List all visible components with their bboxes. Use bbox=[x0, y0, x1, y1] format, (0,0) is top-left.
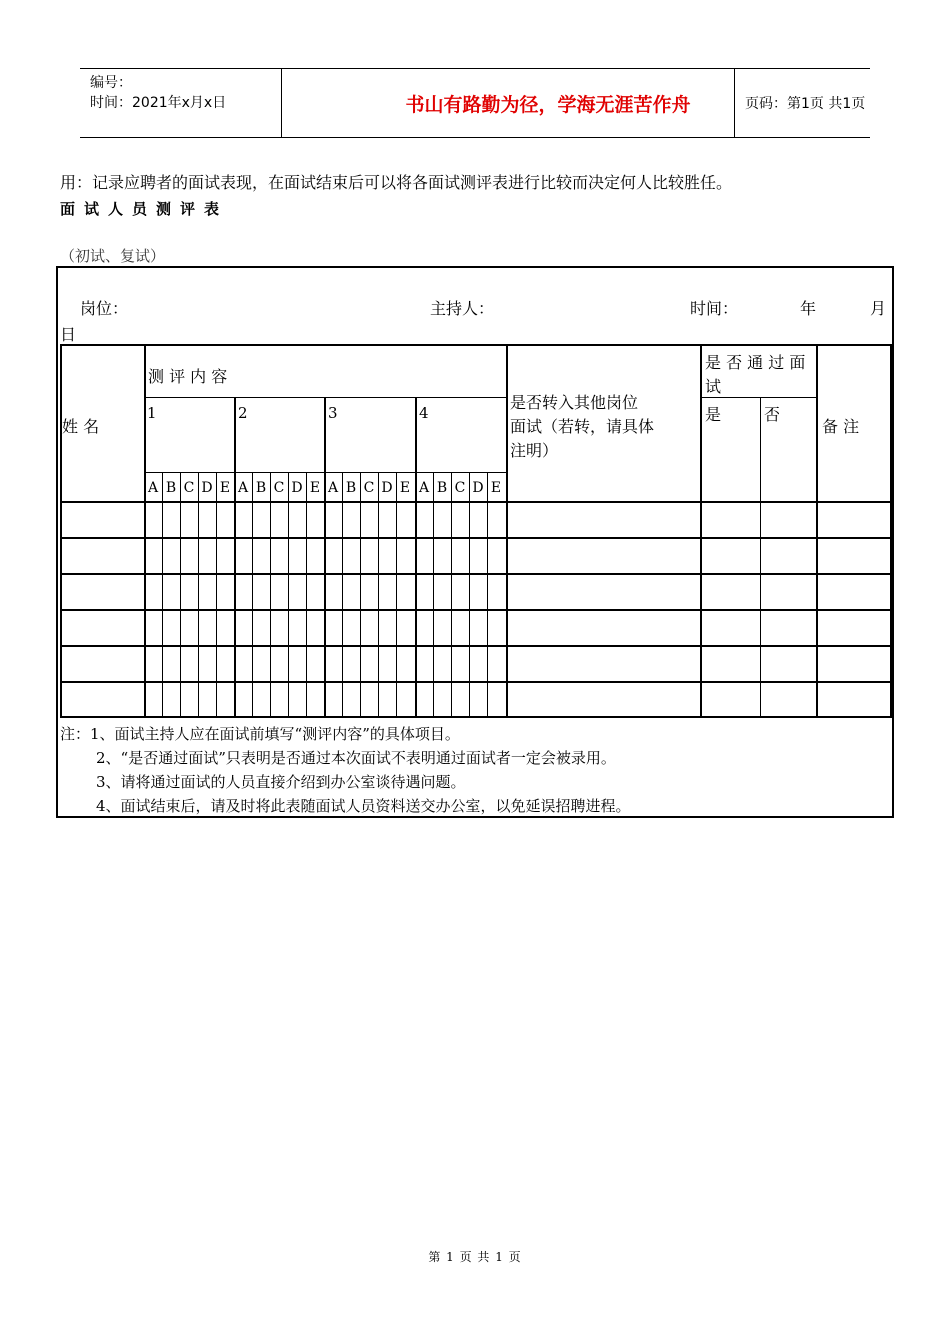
table-border bbox=[60, 344, 62, 718]
host-field[interactable]: 主持人： bbox=[430, 299, 495, 318]
header-divider bbox=[281, 69, 282, 137]
yes-header: 是 bbox=[705, 405, 722, 424]
name-header: 姓 名 bbox=[62, 417, 100, 436]
grade-label: C bbox=[454, 480, 466, 496]
row-line bbox=[60, 716, 892, 718]
header-motto: 书山有路勤为径，学海无涯苦作舟 bbox=[405, 93, 691, 116]
grade-label: A bbox=[237, 480, 249, 496]
grade-label: A bbox=[327, 480, 339, 496]
row-line bbox=[60, 537, 892, 539]
grade-label: B bbox=[255, 480, 267, 496]
row-line bbox=[60, 501, 892, 503]
grade-label: A bbox=[147, 480, 159, 496]
time-field[interactable]: 时间： bbox=[690, 299, 739, 318]
evaluation-table bbox=[60, 344, 892, 718]
item-divider bbox=[324, 398, 326, 718]
grade-label: C bbox=[183, 480, 195, 496]
transfer-header: 是否转入其他岗位 bbox=[510, 393, 639, 412]
grade-label: C bbox=[363, 480, 375, 496]
position-field[interactable]: 岗位： bbox=[80, 299, 129, 318]
content-column-border bbox=[506, 344, 508, 718]
row-line bbox=[60, 681, 892, 683]
item-divider bbox=[234, 398, 236, 718]
name-column-border bbox=[144, 344, 146, 718]
table-border bbox=[60, 344, 892, 346]
grade-label: D bbox=[201, 480, 213, 496]
yes-no-divider bbox=[760, 398, 761, 718]
row-line bbox=[60, 645, 892, 647]
item-divider bbox=[415, 398, 417, 718]
pass-header: 试 bbox=[705, 377, 722, 396]
form-title: 面试人员测评表 bbox=[60, 200, 229, 218]
item-number-4: 4 bbox=[419, 404, 429, 422]
grade-label: C bbox=[273, 480, 285, 496]
item-number-2: 2 bbox=[238, 404, 248, 422]
content-header: 测 评 内 容 bbox=[148, 367, 228, 386]
pass-header-line bbox=[700, 397, 816, 398]
grade-label: B bbox=[165, 480, 177, 496]
document-header bbox=[80, 68, 870, 138]
transfer-header: 面试（若转，请具体 bbox=[510, 417, 655, 436]
grade-label: B bbox=[436, 480, 448, 496]
item-number-3: 3 bbox=[328, 404, 338, 422]
header-meta bbox=[80, 69, 280, 137]
round-note: （初试、复试） bbox=[60, 247, 166, 265]
grade-label: E bbox=[490, 480, 502, 496]
number-label: 编号： bbox=[90, 75, 132, 91]
transfer-column-border bbox=[700, 344, 702, 718]
no-header: 否 bbox=[764, 405, 781, 424]
day-label: 日 bbox=[60, 325, 77, 344]
item-number-1: 1 bbox=[147, 404, 157, 422]
date-line: 时间：2021年x月x日 bbox=[90, 95, 227, 111]
grade-label: B bbox=[345, 480, 357, 496]
table-border bbox=[890, 344, 892, 718]
note-item: 4、面试结束后，请及时将此表随面试人员资料送交办公室，以免延误招聘进程。 bbox=[96, 797, 631, 815]
row-line bbox=[60, 609, 892, 611]
purpose-text: 用：记录应聘者的面试表现，在面试结束后可以将各面试测评表进行比较而决定何人比较胜任。 bbox=[60, 173, 733, 192]
note-item: 3、请将通过面试的人员直接介绍到办公室谈待遇问题。 bbox=[96, 773, 466, 791]
note-item: 注：1、面试主持人应在面试前填写“测评内容”的具体项目。 bbox=[60, 725, 460, 743]
pass-column-border bbox=[816, 344, 818, 718]
transfer-header: 注明） bbox=[510, 441, 559, 460]
year-label: 年 bbox=[800, 299, 817, 318]
pass-header: 是 否 通 过 面 bbox=[705, 353, 806, 372]
row-line bbox=[60, 573, 892, 575]
remarks-header: 备 注 bbox=[822, 417, 860, 436]
note-item: 2、“是否通过面试”只表明是否通过本次面试不表明通过面试者一定会被录用。 bbox=[96, 749, 616, 767]
grade-label: D bbox=[381, 480, 393, 496]
grade-label: A bbox=[418, 480, 430, 496]
page-footer: 第 1 页 共 1 页 bbox=[428, 1250, 522, 1264]
page-code: 页码：第1页 共1页 bbox=[745, 96, 866, 112]
grade-label: D bbox=[472, 480, 484, 496]
grade-label: E bbox=[309, 480, 321, 496]
grade-label: D bbox=[291, 480, 303, 496]
notes-section bbox=[60, 722, 631, 818]
month-label: 月 bbox=[870, 299, 887, 318]
grade-label: E bbox=[219, 480, 231, 496]
grade-label: E bbox=[399, 480, 411, 496]
